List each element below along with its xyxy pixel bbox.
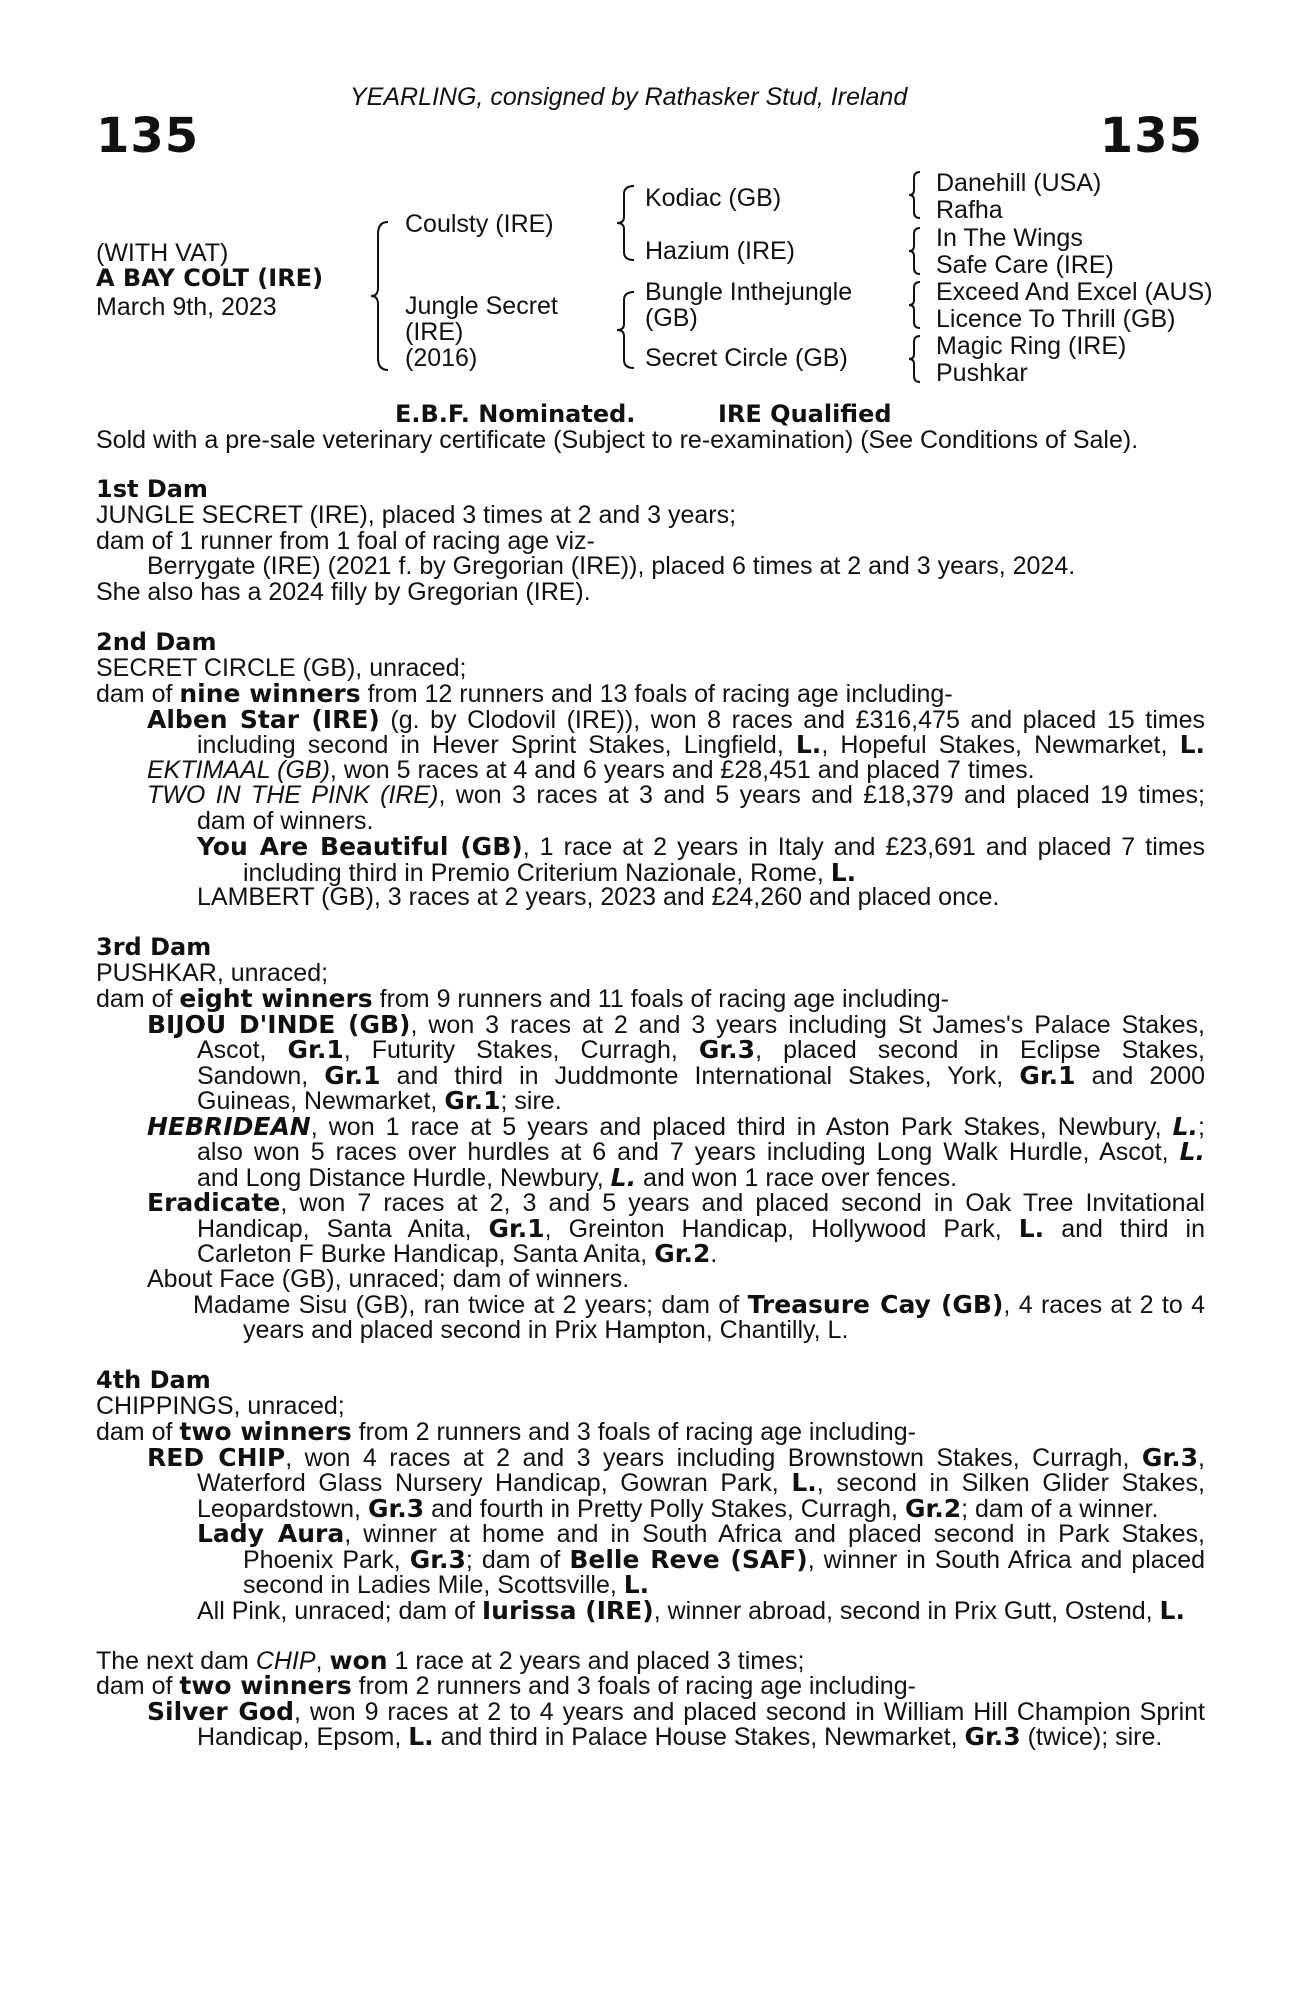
brace-g3: [906, 280, 924, 330]
vat-note: (WITH VAT): [96, 239, 229, 267]
dam3-line1: PUSHKAR, unraced;: [96, 959, 329, 987]
dam4-lady-aura-line1: Lady Aura, winner at home and in South Africa and placed second in Park Stakes,: [197, 1519, 1205, 1548]
dam2-you-are-beautiful: You Are Beautiful (GB), 1 race at 2 years in Italy and £23,691 and placed 7 times: [197, 832, 1205, 861]
pedigree-dam-dam: Secret Circle (GB): [645, 344, 848, 372]
pedigree-g3: In The Wings: [936, 224, 1083, 252]
dam1-line1: JUNGLE SECRET (IRE), placed 3 times at 2 and 3 years;: [96, 501, 737, 529]
brace-sire-parents: [614, 184, 638, 262]
dam3-madame-sisu-line1: Madame Sisu (GB), ran twice at 2 years; dam of Treasure Cay (GB), 4 races at 2 to 4: [193, 1290, 1205, 1319]
pedigree-dam-sire-line2: (GB): [645, 304, 698, 332]
lot-number-left: 135: [96, 108, 200, 164]
brace-sire-dam: [368, 220, 392, 372]
brace-g2: [906, 226, 924, 276]
section-heading-dam4: 4th Dam: [96, 1366, 211, 1394]
consignor-line: YEARLING, consigned by Rathasker Stud, Ireland: [350, 83, 908, 111]
dam1-line4: She also has a 2024 filly by Gregorian (IRE).: [96, 578, 591, 606]
pedigree-sire: Coulsty (IRE): [405, 210, 554, 238]
section-heading-dam2: 2nd Dam: [96, 628, 217, 656]
pedigree-g6: Licence To Thrill (GB): [936, 305, 1176, 333]
dam4-line2: dam of two winners from 2 runners and 3 foals of racing age including-: [96, 1417, 916, 1446]
dam4-red-chip-line1: RED CHIP, won 4 races at 2 and 3 years including Brownstown Stakes, Curragh, Gr.3,: [147, 1443, 1205, 1472]
dam2-lambert: LAMBERT (GB), 3 races at 2 years, 2023 and £24,260 and placed once.: [197, 883, 1000, 911]
pedigree-dam-line1: Jungle Secret: [405, 292, 558, 320]
nextdam-silver-god-line1: Silver God, won 9 races at 2 to 4 years and placed second in William Hill Champion Sprint: [147, 1697, 1205, 1726]
pedigree-dam-sire-line1: Bungle Inthejungle: [645, 278, 853, 306]
dam3-bijou-line3: Sandown, Gr.1 and third in Juddmonte International Stakes, York, Gr.1 and 2000: [197, 1061, 1206, 1090]
vet-note: Sold with a pre-sale veterinary certificate (Subject to re-examination) (See Conditions of Sale).: [96, 426, 1139, 454]
dam3-hebridean-line1: HEBRIDEAN, won 1 race at 5 years and placed third in Aston Park Stakes, Newbury, L.;: [147, 1112, 1205, 1141]
dam4-red-chip-line3: Leopardstown, Gr.3 and fourth in Pretty Polly Stakes, Curragh, Gr.2; dam of a winner.: [197, 1494, 1159, 1523]
pedigree-sire-sire: Kodiac (GB): [645, 184, 782, 212]
pedigree-g2: Rafha: [936, 196, 1003, 224]
pedigree-g7: Magic Ring (IRE): [936, 332, 1127, 360]
dam3-about-face: About Face (GB), unraced; dam of winners.: [147, 1265, 630, 1293]
horse-dob: March 9th, 2023: [96, 293, 277, 321]
pedigree-dam-line3: (2016): [405, 344, 478, 372]
nextdam-line1: The next dam CHIP, won 1 race at 2 years and placed 3 times;: [96, 1646, 805, 1675]
dam2-alben-line1: Alben Star (IRE) (g. by Clodovil (IRE)), won 8 races and £316,475 and placed 15 times: [147, 705, 1205, 734]
ebf-note: E.B.F. Nominated.: [395, 400, 636, 428]
dam3-eradicate-line1: Eradicate, won 7 races at 2, 3 and 5 years and placed second in Oak Tree Invitational: [147, 1188, 1205, 1217]
dam3-bijou-line1: BIJOU D'INDE (GB), won 3 races at 2 and 3 years including St James's Palace Stakes,: [147, 1010, 1205, 1039]
brace-g4: [906, 334, 924, 384]
dam4-lady-aura-line2: Phoenix Park, Gr.3; dam of Belle Reve (SAF), winner in South Africa and placed: [243, 1545, 1205, 1574]
dam4-line1: CHIPPINGS, unraced;: [96, 1392, 345, 1420]
pedigree-g8: Pushkar: [936, 359, 1028, 387]
dam2-you-are-beautiful-line2: including third in Premio Criterium Nazionale, Rome, L.: [243, 858, 857, 887]
lot-number-right: 135: [1099, 108, 1203, 164]
horse-name: A BAY COLT (IRE): [96, 264, 324, 292]
pedigree-dam-line2: (IRE): [405, 318, 464, 346]
brace-g1: [906, 170, 924, 220]
dam3-madame-sisu-line2: years and placed second in Prix Hampton, Chantilly, L.: [243, 1316, 849, 1344]
pedigree-g5: Exceed And Excel (AUS): [936, 278, 1213, 306]
nextdam-line2: dam of two winners from 2 runners and 3 foals of racing age including-: [96, 1671, 916, 1700]
dam2-two-in-the-pink-line2: dam of winners.: [197, 807, 374, 835]
dam2-ektimaal: EKTIMAAL (GB), won 5 races at 4 and 6 years and £28,451 and placed 7 times.: [147, 756, 1035, 784]
section-heading-dam3: 3rd Dam: [96, 933, 212, 961]
dam3-hebridean-line3: and Long Distance Hurdle, Newbury, L. and won 1 race over fences.: [197, 1163, 958, 1192]
dam3-line2: dam of eight winners from 9 runners and 11 foals of racing age including-: [96, 984, 949, 1013]
dam2-line1: SECRET CIRCLE (GB), unraced;: [96, 654, 467, 682]
dam1-line3: Berrygate (IRE) (2021 f. by Gregorian (IRE)), placed 6 times at 2 and 3 years, 2024.: [147, 552, 1076, 580]
brace-dam-parents: [614, 290, 638, 370]
ire-note: IRE Qualified: [718, 400, 892, 428]
dam3-bijou-line4: Guineas, Newmarket, Gr.1; sire.: [197, 1086, 562, 1115]
pedigree-g4: Safe Care (IRE): [936, 251, 1114, 279]
section-heading-dam1: 1st Dam: [96, 475, 208, 503]
dam2-two-in-the-pink: TWO IN THE PINK (IRE), won 3 races at 3 and 5 years and £18,379 and placed 19 times;: [147, 781, 1205, 809]
pedigree-g1: Danehill (USA): [936, 169, 1102, 197]
dam3-eradicate-line3: Carleton F Burke Handicap, Santa Anita, Gr.2.: [197, 1239, 718, 1268]
dam4-lady-aura-line3: second in Ladies Mile, Scottsville, L.: [243, 1570, 650, 1599]
dam3-eradicate-line2: Handicap, Santa Anita, Gr.1, Greinton Handicap, Hollywood Park, L. and third in: [197, 1214, 1205, 1243]
dam1-line2: dam of 1 runner from 1 foal of racing age viz-: [96, 527, 595, 555]
dam2-line2: dam of nine winners from 12 runners and 13 foals of racing age including-: [96, 679, 953, 708]
dam3-bijou-line2: Ascot, Gr.1, Futurity Stakes, Curragh, Gr.3, placed second in Eclipse Stakes,: [197, 1035, 1205, 1064]
nextdam-silver-god-line2: Handicap, Epsom, L. and third in Palace House Stakes, Newmarket, Gr.3 (twice); sire.: [197, 1722, 1163, 1751]
dam3-hebridean-line2: also won 5 races over hurdles at 6 and 7 years including Long Walk Hurdle, Ascot, L.: [197, 1137, 1205, 1166]
dam4-red-chip-line2: Waterford Glass Nursery Handicap, Gowran Park, L., second in Silken Glider Stakes,: [197, 1468, 1205, 1497]
dam4-all-pink: All Pink, unraced; dam of Iurissa (IRE), winner abroad, second in Prix Gutt, Ostend, L.: [197, 1596, 1185, 1625]
pedigree-sire-dam: Hazium (IRE): [645, 237, 796, 265]
dam2-alben-line2: including second in Hever Sprint Stakes, Lingfield, L., Hopeful Stakes, Newmarket, L.: [197, 730, 1205, 759]
